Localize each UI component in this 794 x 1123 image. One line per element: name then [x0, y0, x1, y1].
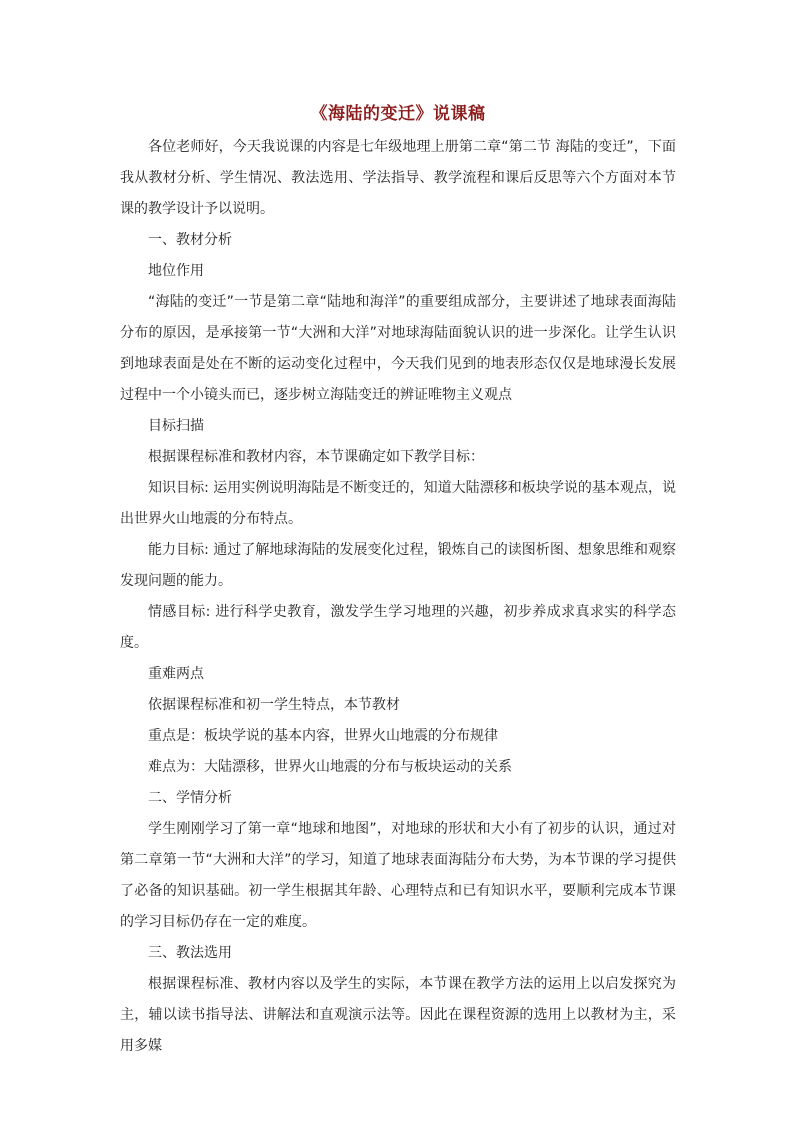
subheading-key-difficult-points: 重难两点: [148, 666, 204, 682]
goal-intro-paragraph: 根据课程标准和教材内容，本节课确定如下教学目标：: [148, 449, 484, 465]
key-point-paragraph: 重点是：板块学说的基本内容，世界火山地震的分布规律: [148, 728, 498, 744]
subheading-position-role: 地位作用: [148, 263, 204, 279]
section-heading-material-analysis: 一、教材分析: [148, 232, 232, 248]
intro-paragraph: 各位老师好，今天我说课的内容是七年级地理上册第二章“第二节 海陆的变迁”，下面我从教材分析、学生情况、教法选用、学法指导、教学流程和课后反思等六个方面对本节课的教学设计予以说明。: [120, 139, 676, 217]
ability-goal-paragraph: 能力目标: 通过了解地球海陆的发展变化过程，锻炼自己的读图析图、想象思维和观察发现问题的能力。: [120, 542, 676, 589]
key-points-intro-paragraph: 依据课程标准和初一学生特点，本节教材: [148, 697, 400, 713]
subheading-goal-scan: 目标扫描: [148, 418, 204, 434]
document-title: 《海陆的变迁》说课稿: [310, 104, 486, 124]
section-heading-teaching-method: 三、教法选用: [148, 945, 232, 961]
document-page: [120, 100, 676, 1062]
difficult-point-paragraph: 难点为：大陆漂移，世界火山地震的分布与板块运动的关系: [148, 759, 512, 775]
teaching-method-paragraph: 根据课程标准、教材内容以及学生的实际，本节课在教学方法的运用上以启发探究为主，辅以读书指导法、讲解法和直观演示法等。因此在课程资源的选用上以教材为主，采用多媒: [120, 976, 676, 1054]
section-heading-student-analysis: 二、学情分析: [148, 790, 232, 806]
knowledge-goal-paragraph: 知识目标: 运用实例说明海陆是不断变迁的，知道大陆漂移和板块学说的基本观点，说出世界火山地震的分布特点。: [120, 480, 676, 527]
emotion-goal-paragraph: 情感目标: 进行科学史教育，激发学生学习地理的兴趣，初步养成求真求实的科学态度。: [120, 604, 676, 651]
position-role-paragraph: “海陆的变迁”一节是第二章“陆地和海洋”的重要组成部分，主要讲述了地球表面海陆分布的原因，是承接第一节“大洲和大洋”对地球海陆面貌认识的进一步深化。让学生认识到地球表面是处在不断的运动变化过程中，今天我们见到的地表形态仅仅是地球漫长发展过程中一个小镜头而已，逐步树立海陆变迁的辨证唯物主义观点: [120, 294, 676, 403]
student-analysis-paragraph: 学生刚刚学习了第一章“地球和地图”，对地球的形状和大小有了初步的认识，通过对第二章第一节“大洲和大洋”的学习，知道了地球表面海陆分布大势，为本节课的学习提供了必备的知识基础。初一学生根据其年龄、心理特点和已有知识水平，要顺利完成本节课的学习目标仍存在一定的难度。: [120, 821, 676, 930]
